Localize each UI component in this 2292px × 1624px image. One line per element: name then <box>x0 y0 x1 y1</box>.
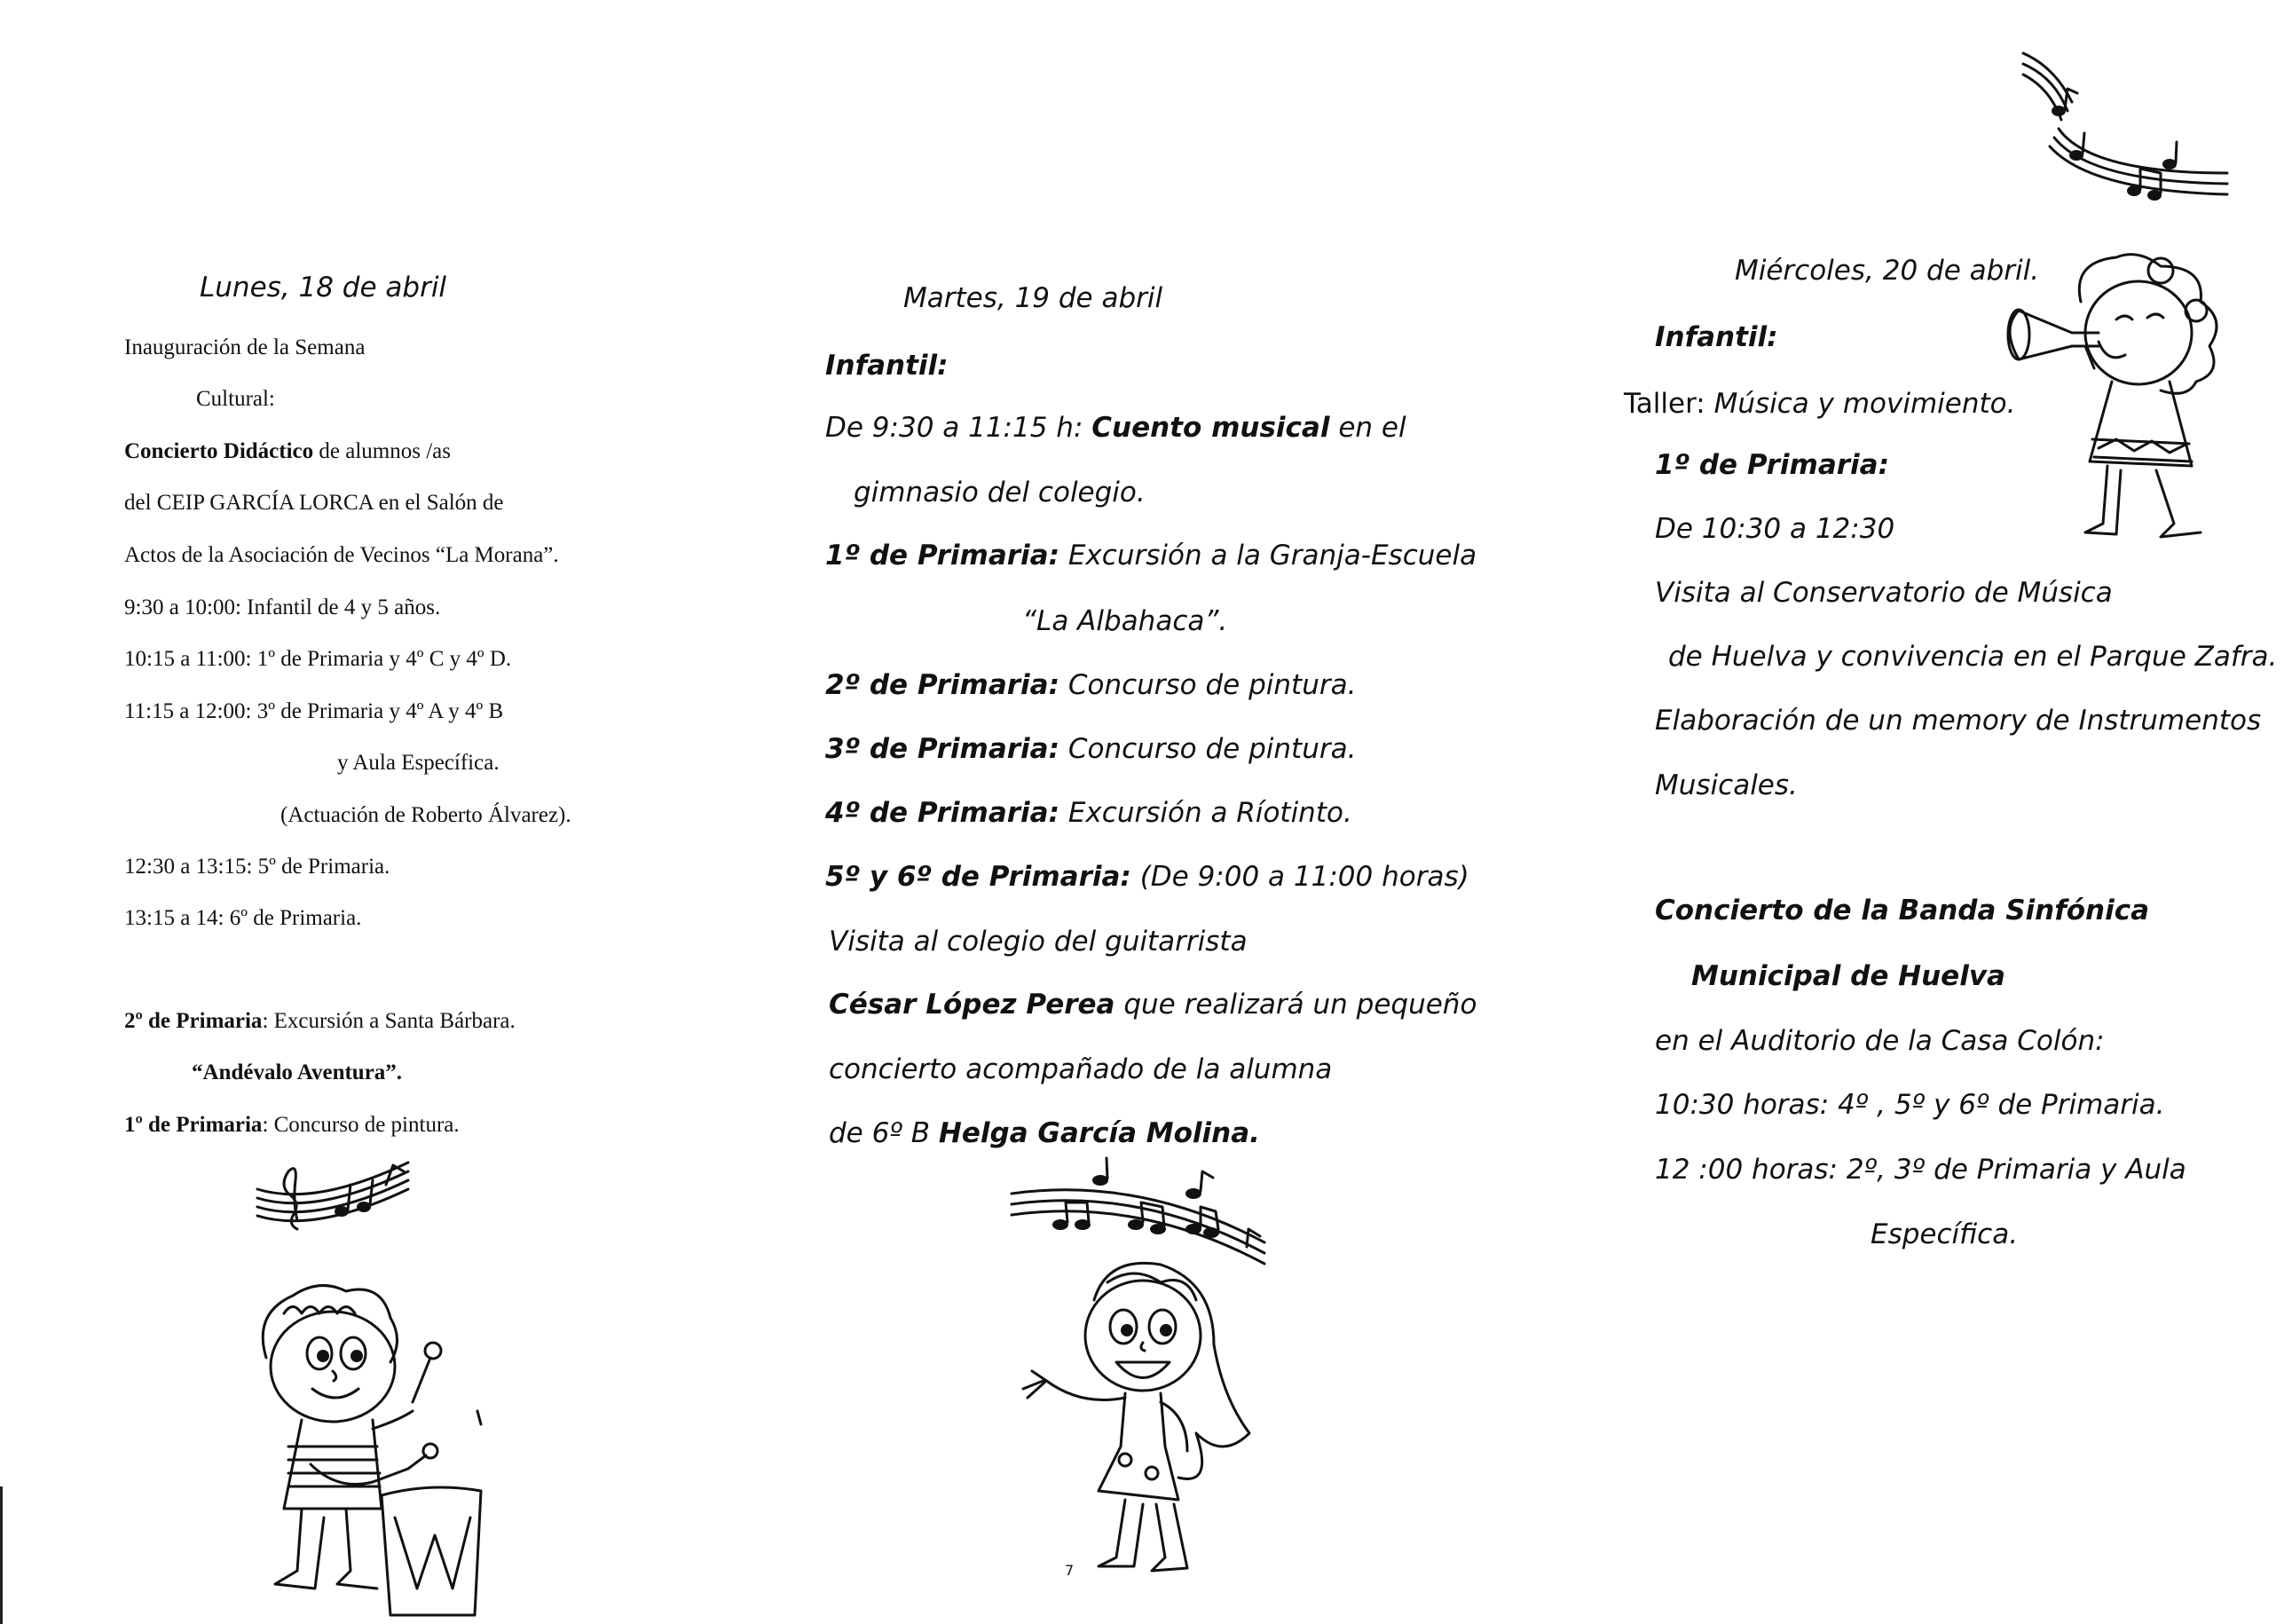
col1-schedule-5: 13:15 a 14: 6º de Primaria. <box>124 906 362 930</box>
col2-cesar-rest: que realizará un pequeño <box>1114 989 1477 1021</box>
col2-p56-rest: (De 9:00 a 11:00 horas) <box>1130 861 1469 893</box>
col3-auditorio: en el Auditorio de la Casa Colón: <box>1655 1025 2105 1057</box>
col2-p2 <box>825 669 1356 701</box>
col1-excursion-name: “Andévalo Aventura”. <box>192 1060 403 1084</box>
boy-drummer-icon <box>248 1278 497 1624</box>
col3-p1: 1º de Primaria: <box>1655 449 1889 481</box>
col2-cuento <box>825 412 1406 444</box>
col2-visita: Visita al colegio del guitarrista <box>829 926 1248 958</box>
col2-p1-name: “La Albahaca”. <box>1022 605 1228 637</box>
col2-p56-bold: 5º y 6º de Primaria: <box>825 861 1131 893</box>
col2-p1-rest: Excursión a la Granja-Escuela <box>1059 540 1477 572</box>
col2-p1 <box>825 540 1477 572</box>
col2-cuento-a: De 9:30 a 11:15 h: <box>825 412 1092 444</box>
col2-cesar <box>829 989 1477 1021</box>
col2-p2-bold: 2º de Primaria: <box>825 669 1059 701</box>
col3-banda-2: Municipal de Huelva <box>1691 960 2005 992</box>
col2-date: Martes, 19 de abril <box>903 282 1163 314</box>
col2-cesar-bold: César López Perea <box>829 989 1115 1021</box>
col2-p2-rest: Concurso de pintura. <box>1059 669 1357 701</box>
col1-date: Lunes, 18 de abril <box>200 272 447 304</box>
col1-pintura-bold: 1º de Primaria <box>124 1113 263 1137</box>
col1-concierto-rest: de alumnos /as <box>313 439 451 463</box>
col1-schedule-3c: (Actuación de Roberto Álvarez). <box>280 803 571 827</box>
col3-hora: De 10:30 a 12:30 <box>1655 513 1895 545</box>
col3-infantil: Infantil: <box>1655 321 1778 353</box>
col2-p4-rest: Excursión a Ríotinto. <box>1059 797 1352 829</box>
col1-pintura-rest: : Concurso de pintura. <box>262 1113 460 1137</box>
col1-pintura <box>124 1113 460 1138</box>
col3-h2b: Específica. <box>1871 1218 2019 1250</box>
music-staff-icon <box>2019 49 2232 217</box>
col3-memory: Elaboración de un memory de Instrumentos <box>1655 705 2262 737</box>
col1-cultural: Cultural: <box>196 387 275 411</box>
col2-helga-a: de 6º B <box>829 1117 939 1149</box>
col1-excursion <box>124 1009 516 1034</box>
girl-trumpet-icon <box>1983 248 2241 568</box>
col3-h2: 12 :00 horas: 2º, 3º de Primaria y Aula <box>1655 1154 2186 1186</box>
treble-clef-icon <box>253 1158 413 1238</box>
col2-p56 <box>825 861 1469 893</box>
col2-cuento-c: en el <box>1329 412 1406 444</box>
col2-helga <box>829 1117 1260 1149</box>
girl-singer-icon <box>1010 1247 1276 1602</box>
col3-date: Miércoles, 20 de abril. <box>1735 255 2040 287</box>
col1-concierto-bold: Concierto Didáctico <box>124 439 314 463</box>
page-number: 7 <box>1065 1562 1075 1579</box>
col3-banda-1: Concierto de la Banda Sinfónica <box>1655 895 2150 926</box>
col2-p4 <box>825 797 1352 829</box>
col1-inauguracion: Inauguración de la Semana <box>124 335 366 359</box>
col2-infantil: Infantil: <box>825 350 949 382</box>
col2-helga-b: Helga García Molina. <box>938 1117 1260 1149</box>
col3-musicales: Musicales. <box>1655 769 1798 801</box>
col1-schedule-3: 11:15 a 12:00: 3º de Primaria y 4º A y 4º B <box>124 699 504 723</box>
col1-schedule-3b: y Aula Específica. <box>337 751 500 775</box>
col1-schedule-1: 9:30 a 10:00: Infantil de 4 y 5 años. <box>124 595 441 619</box>
col2-concierto: concierto acompañado de la alumna <box>829 1053 1333 1085</box>
col1-actos: Actos de la Asociación de Vecinos “La Morana”. <box>124 543 559 567</box>
col1-schedule-2: 10:15 a 11:00: 1º de Primaria y 4º C y 4º D. <box>124 647 512 671</box>
col2-p3-bold: 3º de Primaria: <box>825 733 1059 765</box>
scan-edge-mark <box>0 1486 3 1624</box>
col3-huelva: de Huelva y convivencia en el Parque Zafra. <box>1668 641 2278 673</box>
col1-concierto <box>124 439 451 464</box>
col3-taller <box>1624 388 2016 420</box>
col2-cuento-b: Cuento musical <box>1091 412 1330 444</box>
col1-excursion-rest: : Excursión a Santa Bárbara. <box>262 1009 516 1033</box>
col2-p4-bold: 4º de Primaria: <box>825 797 1059 829</box>
col2-p3 <box>825 733 1356 765</box>
col1-ceip: del CEIP GARCÍA LORCA en el Salón de <box>124 491 504 515</box>
col3-taller-a: Taller: <box>1624 388 1714 420</box>
col3-visita: Visita al Conservatorio de Música <box>1655 577 2113 609</box>
col3-h1: 10:30 horas: 4º , 5º y 6º de Primaria. <box>1655 1089 2165 1121</box>
col1-schedule-4: 12:30 a 13:15: 5º de Primaria. <box>124 855 390 879</box>
col1-excursion-bold: 2º de Primaria <box>124 1009 263 1033</box>
col2-p3-rest: Concurso de pintura. <box>1059 733 1357 765</box>
col2-gimnasio: gimnasio del colegio. <box>854 477 1146 508</box>
col3-taller-b: Música y movimiento. <box>1713 388 2016 420</box>
col2-p1-bold: 1º de Primaria: <box>825 540 1059 572</box>
